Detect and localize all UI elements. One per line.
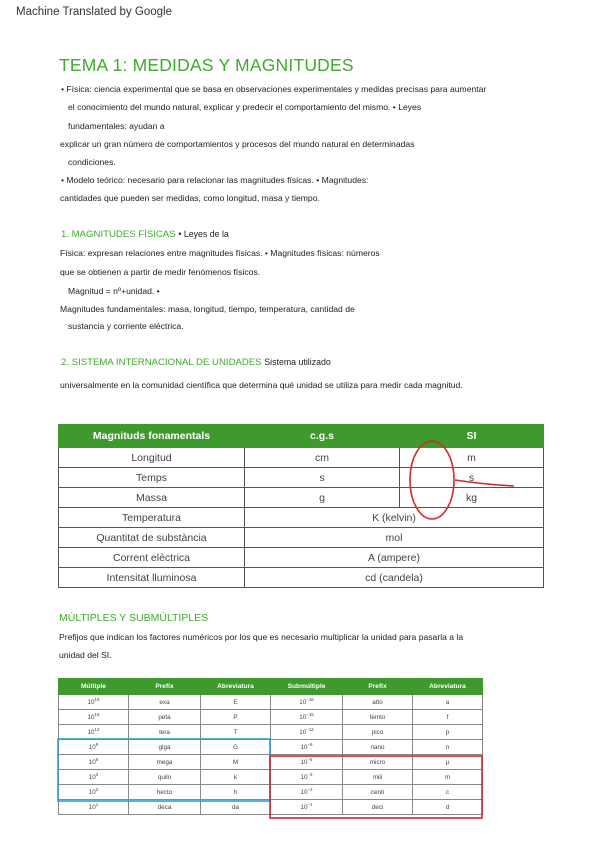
- section1-line: que se obtienen a partir de medir fenómenos físicos.: [60, 267, 261, 277]
- table-cell: s: [245, 468, 400, 488]
- table-cell: [271, 740, 343, 755]
- table-cell: giga: [129, 740, 201, 755]
- power-exponent: −1: [307, 801, 313, 807]
- table-cell: [59, 710, 129, 725]
- table-row: [59, 548, 544, 568]
- power-exponent: −15: [306, 711, 314, 717]
- power-exponent: 1: [95, 801, 99, 807]
- table-cell: [59, 770, 129, 785]
- table-header-row: [59, 679, 483, 695]
- table-cell: G: [201, 740, 271, 755]
- table-cell: M: [201, 755, 271, 770]
- table-header: Abreviatura: [413, 679, 483, 695]
- table-cell: k: [201, 770, 271, 785]
- power-base: 10: [87, 728, 95, 736]
- table-cell: d: [413, 800, 483, 815]
- power-base: 10: [299, 698, 307, 706]
- table-cell: Quantitat de substància: [59, 528, 245, 548]
- table-cell: Corrent elèctrica: [59, 548, 245, 568]
- table-cell: m: [400, 448, 544, 468]
- table-header: Prefix: [343, 679, 413, 695]
- table-cell: pico: [343, 725, 413, 740]
- table-cell: centi: [343, 785, 413, 800]
- table-cell: [59, 695, 129, 710]
- table-header: c.g.s: [245, 425, 400, 448]
- table-cell: g: [245, 488, 400, 508]
- power-base: 10: [88, 773, 96, 781]
- table-cell: Massa: [59, 488, 245, 508]
- table-cell: da: [201, 800, 271, 815]
- table-cell: [59, 725, 129, 740]
- power-base: 10: [88, 743, 96, 751]
- table-cell: P: [201, 710, 271, 725]
- intro-line: fundamentales: ayudan a: [68, 121, 165, 131]
- power-base: 10: [299, 728, 307, 736]
- table-row: [59, 800, 483, 815]
- power-base: 10: [300, 758, 308, 766]
- section1-line: Magnitudes fundamentales: masa, longitud, tiempo, temperatura, cantidad de: [60, 304, 355, 314]
- table-cell: m: [413, 770, 483, 785]
- intro-line: condiciones.: [68, 157, 116, 167]
- table-cell: K (kelvin): [245, 508, 544, 528]
- table-row: [59, 770, 483, 785]
- table-header: Prefix: [129, 679, 201, 695]
- table-cell: [271, 695, 343, 710]
- table-header: Submúltiple: [271, 679, 343, 695]
- section1-line: Física: expresan relaciones entre magnitudes físicas. • Magnitudes físicas: números: [60, 248, 380, 258]
- section-heading-multiples: MÚLTIPLES Y SUBMÚLTIPLES: [59, 612, 209, 624]
- section-heading-magnitudes: [61, 229, 229, 240]
- table-cell: peta: [129, 710, 201, 725]
- power-exponent: 3: [95, 771, 99, 777]
- table-cell: T: [201, 725, 271, 740]
- power-exponent: −6: [307, 756, 313, 762]
- power-base: 10: [300, 788, 308, 796]
- table-row: [59, 528, 544, 548]
- table-cell: tera: [129, 725, 201, 740]
- table-cell: mega: [129, 755, 201, 770]
- si-units-table: [58, 424, 544, 588]
- table-row: [59, 710, 483, 725]
- power-base: 10: [299, 713, 307, 721]
- power-base: 10: [300, 803, 308, 811]
- table-row: [59, 740, 483, 755]
- table-row: [59, 695, 483, 710]
- table-header: Magnituds fonamentals: [59, 425, 245, 448]
- table-cell: quilo: [129, 770, 201, 785]
- table-cell: A (ampere): [245, 548, 544, 568]
- section-heading-si: [61, 357, 331, 368]
- table-row: [59, 448, 544, 468]
- intro-line: cantidades que pueden ser medidas, como longitud, masa y tiempo.: [60, 193, 320, 203]
- table-cell: [271, 710, 343, 725]
- table-cell: deca: [129, 800, 201, 815]
- table-cell: hecto: [129, 785, 201, 800]
- power-base: 10: [88, 758, 96, 766]
- table-row: [59, 725, 483, 740]
- power-exponent: 6: [95, 756, 99, 762]
- section1-line: Magnitud = nº+unidad. •: [68, 286, 160, 296]
- table-cell: Longitud: [59, 448, 245, 468]
- table-cell: a: [413, 695, 483, 710]
- page-title: TEMA 1: MEDIDAS Y MAGNITUDES: [59, 55, 354, 75]
- table-header: SI: [400, 425, 544, 448]
- table-cell: [271, 785, 343, 800]
- table-cell: n: [413, 740, 483, 755]
- power-exponent: −2: [307, 786, 313, 792]
- table-cell: E: [201, 695, 271, 710]
- table-cell: Temperatura: [59, 508, 245, 528]
- power-exponent: 18: [94, 696, 100, 702]
- power-base: 10: [87, 713, 95, 721]
- table-cell: [59, 755, 129, 770]
- section1-line: sustancia y corriente eléctrica.: [68, 321, 184, 331]
- power-base: 10: [88, 803, 96, 811]
- intro-line: • Física: ciencia experimental que se basa en observaciones experimentales y medidas precisas para aumentar: [61, 84, 487, 94]
- power-base: 10: [87, 698, 95, 706]
- table-cell: [271, 725, 343, 740]
- table-cell: cd (candela): [245, 568, 544, 588]
- power-exponent: 2: [95, 786, 99, 792]
- translation-banner: Machine Translated by Google: [16, 6, 172, 18]
- table-cell: cm: [245, 448, 400, 468]
- section2-line: universalmente en la comunidad científica que determina qué unidad se utiliza para medir cada magnitud.: [60, 380, 463, 390]
- table-cell: mol: [245, 528, 544, 548]
- section-heading-tail: Sistema utilizado: [264, 357, 331, 367]
- table-cell: s: [400, 468, 544, 488]
- table-row: [59, 755, 483, 770]
- intro-line: • Modelo teórico: necesario para relacionar las magnitudes físicas. • Magnitudes:: [61, 175, 369, 185]
- table-cell: mili: [343, 770, 413, 785]
- table-header: Abreviatura: [201, 679, 271, 695]
- table-cell: exa: [129, 695, 201, 710]
- table-cell: [271, 770, 343, 785]
- power-exponent: 9: [95, 741, 99, 747]
- power-exponent: −9: [307, 741, 313, 747]
- table-cell: femto: [343, 710, 413, 725]
- section-heading-text: 2. SISTEMA INTERNACIONAL DE UNIDADES: [61, 357, 262, 368]
- power-exponent: 15: [94, 711, 100, 717]
- section-heading-tail: • Leyes de la: [178, 229, 229, 239]
- section3-line: Prefijos que indican los factores numéricos por los que es necesario multiplicar la unidad para pasarla a la: [59, 632, 464, 642]
- power-base: 10: [88, 788, 96, 796]
- table-cell: f: [413, 710, 483, 725]
- power-exponent: −3: [307, 771, 313, 777]
- power-exponent: −12: [306, 726, 314, 732]
- table-cell: p: [413, 725, 483, 740]
- power-base: 10: [300, 773, 308, 781]
- table-cell: c: [413, 785, 483, 800]
- table-row: [59, 508, 544, 528]
- table-cell: Temps: [59, 468, 245, 488]
- intro-line: explicar un gran número de comportamientos y procesos del mundo natural en determinadas: [60, 139, 415, 149]
- prefix-table: [58, 678, 483, 815]
- section3-line: unidad del SI.: [59, 650, 112, 660]
- section-heading-text: 1. MAGNITUDES FÍSICAS: [61, 229, 176, 240]
- table-cell: micro: [343, 755, 413, 770]
- table-cell: [59, 785, 129, 800]
- table-row: [59, 468, 544, 488]
- table-row: [59, 568, 544, 588]
- table-cell: kg: [400, 488, 544, 508]
- table-cell: µ: [413, 755, 483, 770]
- power-exponent: −18: [306, 696, 314, 702]
- table-row: [59, 488, 544, 508]
- table-header: Múltiple: [59, 679, 129, 695]
- power-exponent: 12: [94, 726, 100, 732]
- table-cell: h: [201, 785, 271, 800]
- table-cell: [59, 740, 129, 755]
- table-header-row: [59, 425, 544, 448]
- intro-line: el conocimiento del mundo natural, explicar y predecir el comportamiento del mismo. • Leyes: [68, 102, 422, 112]
- table-cell: [271, 755, 343, 770]
- table-cell: Intensitat lluminosa: [59, 568, 245, 588]
- table-cell: atto: [343, 695, 413, 710]
- table-cell: deci: [343, 800, 413, 815]
- table-cell: [59, 800, 129, 815]
- table-row: [59, 785, 483, 800]
- table-cell: [271, 800, 343, 815]
- table-cell: nano: [343, 740, 413, 755]
- power-base: 10: [300, 743, 308, 751]
